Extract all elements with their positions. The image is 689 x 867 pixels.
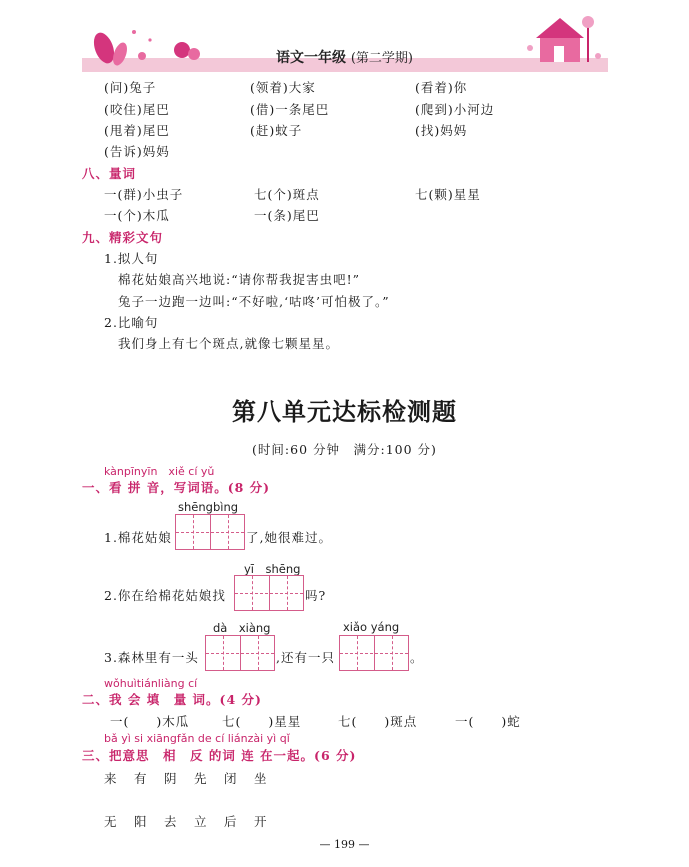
word-pinyin: shēngbìng — [178, 500, 239, 514]
subheading: 2.比喻句 — [104, 315, 159, 330]
word-pinyin: xiǎo yáng — [343, 620, 400, 634]
section-pinyin: bǎ yì si xiāngfǎn de cí liánzài yì qǐ — [104, 732, 290, 745]
section-pinyin: kànpīnyīn xiě cí yǔ — [104, 465, 215, 478]
sentence: 我们身上有七个斑点,就像七颗星星。 — [118, 336, 339, 351]
word-pinyin: dà xiàng — [213, 621, 271, 635]
measure-word-item: 七( )斑点 — [338, 714, 418, 729]
match-word[interactable]: 先 — [194, 771, 208, 786]
header-subtitle: (第二学期) — [350, 51, 414, 66]
question-text: 3.森林里有一头 — [104, 650, 199, 665]
header-title — [0, 47, 689, 67]
subheading: 1.拟人句 — [104, 251, 159, 266]
match-word[interactable]: 坐 — [254, 771, 268, 786]
answer-item: 七(颗)星星 — [415, 187, 481, 202]
measure-word-item: 七( )星星 — [222, 714, 302, 729]
question-text: ,还有一只 — [276, 650, 335, 665]
answer-item: (赶)蚊子 — [250, 123, 303, 138]
measure-word-item: 一( )木瓜 — [110, 714, 190, 729]
match-word[interactable]: 无 — [104, 814, 118, 829]
answer-item: 一(个)木瓜 — [104, 208, 170, 223]
section-heading: 三、把意思 相 反 的词 连 在一起。(6 分) — [82, 748, 357, 763]
section-heading: 二、我 会 填 量 词。(4 分) — [82, 692, 262, 707]
answer-item: (借)一条尾巴 — [250, 102, 330, 117]
answer-item: (领着)大家 — [250, 80, 316, 95]
writing-grid[interactable] — [205, 635, 275, 671]
match-word[interactable]: 有 — [134, 771, 148, 786]
match-word[interactable]: 闭 — [224, 771, 238, 786]
match-word[interactable]: 后 — [224, 814, 238, 829]
section-heading: 一、看 拼 音，写词语。(8 分) — [82, 480, 271, 495]
writing-grid[interactable] — [234, 575, 304, 611]
answer-item: (甩着)尾巴 — [104, 123, 170, 138]
answer-item: 七(个)斑点 — [254, 187, 320, 202]
page-header — [0, 0, 689, 78]
page-number: — 199 — — [319, 838, 370, 851]
sentence: 兔子一边跑一边叫:“不好啦,‘咕咚’可怕极了。” — [118, 294, 390, 309]
match-word[interactable]: 开 — [254, 814, 268, 829]
answer-item: (问)兔子 — [104, 80, 157, 95]
answer-item: (告诉)妈妈 — [104, 144, 170, 159]
answer-item: (爬到)小河边 — [415, 102, 495, 117]
writing-grid[interactable] — [175, 514, 245, 550]
section-heading: 九、精彩文句 — [82, 230, 164, 245]
section-heading: 八、量词 — [82, 166, 137, 181]
answer-item: (咬住)尾巴 — [104, 102, 170, 117]
question-text: 了,她很难过。 — [246, 530, 332, 545]
answer-item: 一(条)尾巴 — [254, 208, 320, 223]
match-word[interactable]: 立 — [194, 814, 208, 829]
test-meta: (时间:60 分钟 满分:100 分) — [252, 442, 437, 457]
writing-grid[interactable] — [339, 635, 409, 671]
answer-item: (看着)你 — [415, 80, 468, 95]
word-pinyin: yī shēng — [244, 562, 301, 576]
test-title: 第八单元达标检测题 — [232, 397, 457, 426]
question-text: 。 — [410, 650, 424, 665]
answer-item: (找)妈妈 — [415, 123, 468, 138]
match-word[interactable]: 阴 — [164, 771, 178, 786]
question-text: 2.你在给棉花姑娘找 — [104, 588, 226, 603]
question-text: 1.棉花姑娘 — [104, 530, 172, 545]
match-word[interactable]: 阳 — [134, 814, 148, 829]
section-pinyin: wǒhuìtiánliàng cí — [104, 677, 198, 690]
measure-word-item: 一( )蛇 — [455, 714, 521, 729]
header-title-text: 语文一年级 — [275, 50, 346, 66]
match-word[interactable]: 来 — [104, 771, 118, 786]
match-word[interactable]: 去 — [164, 814, 178, 829]
answer-item: 一(群)小虫子 — [104, 187, 184, 202]
sentence: 棉花姑娘高兴地说:“请你帮我捉害虫吧!” — [118, 272, 361, 287]
question-text: 吗? — [305, 588, 327, 603]
